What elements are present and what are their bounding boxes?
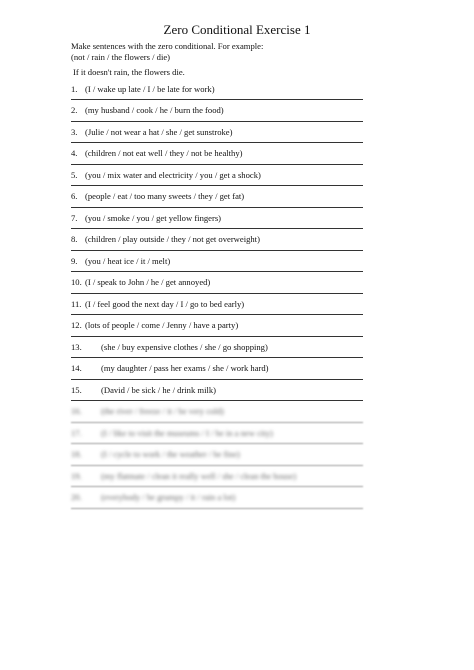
instructions-line-1: Make sentences with the zero conditional. For example:	[71, 41, 264, 51]
exercise-number: 2.	[71, 105, 78, 115]
exercise-item	[71, 471, 363, 493]
exercise-item	[71, 342, 363, 364]
exercise-item	[71, 148, 363, 170]
exercise-number: 5.	[71, 169, 78, 180]
answer-line[interactable]	[71, 508, 363, 509]
exercise-item	[71, 299, 363, 321]
answer-line[interactable]	[71, 164, 363, 165]
answer-line[interactable]	[71, 357, 363, 358]
answer-line[interactable]	[71, 400, 363, 401]
exercise-item	[71, 385, 363, 407]
exercise-prompt: (everybody / be grumpy / it / rain a lot)	[101, 492, 236, 502]
exercise-prompt: (you / smoke / you / get yellow fingers)	[85, 212, 222, 223]
exercise-item	[71, 105, 363, 127]
exercise-number: 10.	[71, 277, 82, 287]
exercise-item	[71, 234, 363, 256]
answer-line[interactable]	[71, 142, 363, 143]
exercise-number: 4.	[71, 148, 78, 158]
exercise-prompt: (I / speak to John / he / get annoyed)	[85, 277, 211, 287]
answer-line[interactable]	[71, 314, 363, 315]
answer-line[interactable]	[71, 443, 363, 444]
answer-line[interactable]	[71, 336, 363, 337]
exercise-prompt: (children / play outside / they / not get overweight)	[85, 234, 260, 244]
answer-line[interactable]	[71, 422, 363, 423]
exercise-item	[71, 428, 363, 450]
exercise-prompt: (I / cycle to work / the weather / be fine)	[101, 449, 240, 459]
exercise-number: 12.	[71, 320, 82, 330]
exercise-item	[71, 256, 363, 278]
answer-line[interactable]	[71, 121, 363, 122]
exercise-item	[71, 320, 363, 342]
exercise-item	[71, 406, 363, 428]
exercise-number: 8.	[71, 234, 78, 244]
answer-line[interactable]	[71, 185, 363, 186]
example-sentence: If it doesn't rain, the flowers die.	[73, 67, 185, 77]
exercise-number: 17.	[71, 427, 82, 438]
exercise-prompt: (you / mix water and electricity / you / get a shock)	[85, 169, 261, 180]
exercise-prompt: (you / heat ice / it / melt)	[85, 255, 171, 266]
exercise-item	[71, 84, 363, 106]
exercise-item	[71, 363, 363, 385]
exercise-prompt: (she / buy expensive clothes / she / go shopping)	[101, 341, 268, 352]
exercise-prompt: (I / feel good the next day / I / go to bed early)	[85, 298, 245, 309]
exercise-prompt: (I / wake up late / I / be late for work)	[85, 83, 215, 94]
exercise-prompt: (my flatmate / clean it really well / she / clean the house)	[101, 470, 297, 481]
exercise-number: 15.	[71, 384, 82, 395]
page-title: Zero Conditional Exercise 1	[163, 22, 311, 37]
exercise-number: 20.	[71, 492, 82, 502]
exercise-item	[71, 127, 363, 149]
exercise-number: 18.	[71, 449, 82, 459]
answer-line[interactable]	[71, 465, 363, 466]
answer-line[interactable]	[71, 99, 363, 100]
instructions-line-2: (not / rain / the flowers / die)	[71, 51, 171, 62]
exercise-number: 9.	[71, 255, 78, 266]
exercise-item	[71, 213, 363, 235]
exercise-item	[71, 492, 363, 514]
exercise-number: 13.	[71, 341, 82, 352]
exercise-item	[71, 277, 363, 299]
exercise-number: 3.	[71, 126, 78, 137]
exercise-number: 6.	[71, 191, 78, 201]
exercise-prompt: (people / eat / too many sweets / they / get fat)	[85, 191, 245, 201]
answer-line[interactable]	[71, 228, 363, 229]
exercise-item	[71, 449, 363, 471]
exercise-number: 16.	[71, 406, 82, 416]
exercise-item	[71, 170, 363, 192]
answer-line[interactable]	[71, 207, 363, 208]
answer-line[interactable]	[71, 379, 363, 380]
exercise-prompt: (lots of people / come / Jenny / have a party)	[85, 320, 239, 330]
exercise-number: 7.	[71, 212, 78, 223]
exercise-prompt: (I / like to visit the museums / I / be in a new city)	[101, 427, 273, 438]
exercise-number: 14.	[71, 363, 82, 373]
exercise-number: 11.	[71, 298, 82, 309]
exercise-prompt: (my husband / cook / he / burn the food)	[85, 105, 224, 115]
exercise-number: 19.	[71, 470, 82, 481]
answer-line[interactable]	[71, 271, 363, 272]
answer-line[interactable]	[71, 250, 363, 251]
exercise-item	[71, 191, 363, 213]
exercise-number: 1.	[71, 83, 78, 94]
exercise-prompt: (my daughter / pass her exams / she / work hard)	[101, 363, 269, 373]
exercise-prompt: (Julie / not wear a hat / she / get sunstroke)	[85, 126, 233, 137]
answer-line[interactable]	[71, 293, 363, 294]
exercise-prompt: (David / be sick / he / drink milk)	[101, 384, 217, 395]
answer-line[interactable]	[71, 486, 363, 487]
exercise-prompt: (the river / freeze / it / be very cold)	[101, 406, 224, 416]
exercise-prompt: (children / not eat well / they / not be healthy)	[85, 148, 243, 158]
